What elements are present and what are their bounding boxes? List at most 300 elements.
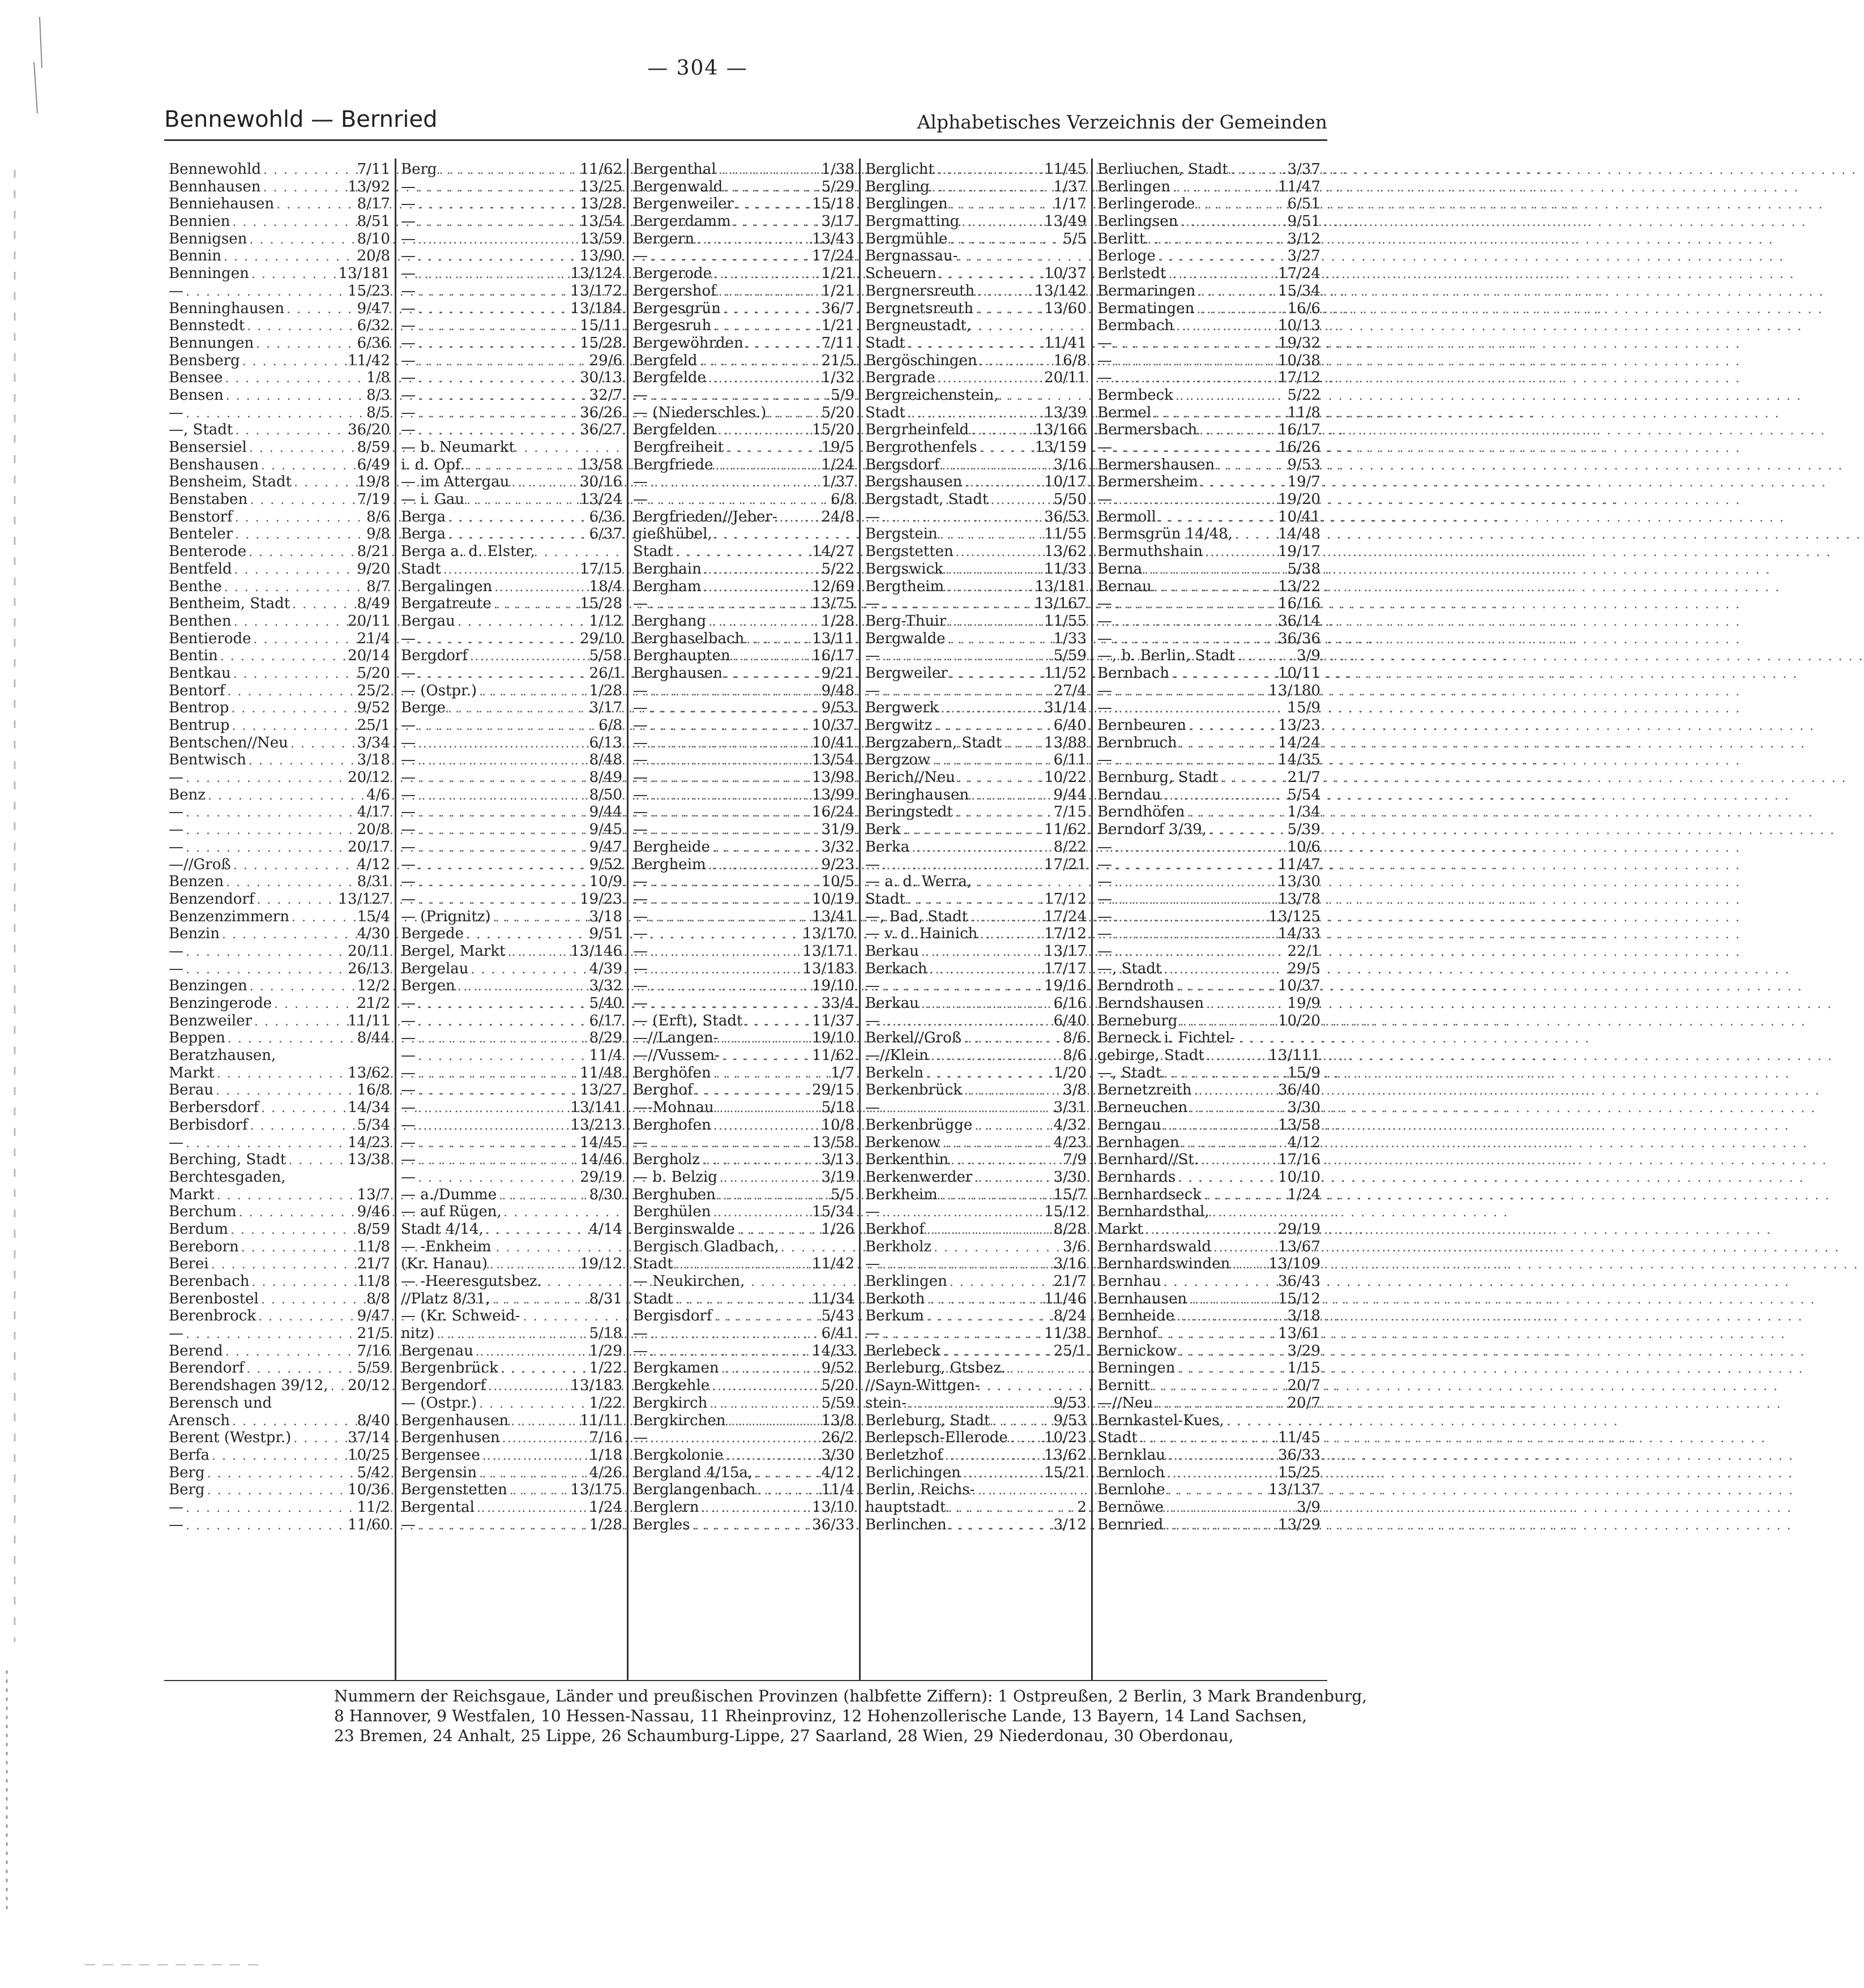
entry-code: 15/21 bbox=[1044, 1464, 1087, 1481]
entry-name: Bergerdamm bbox=[633, 213, 731, 230]
leader-dots bbox=[292, 474, 354, 492]
leader-dots bbox=[254, 336, 353, 353]
index-entry bbox=[865, 977, 1087, 995]
entry-name: Bergheide bbox=[633, 838, 711, 856]
index-entry bbox=[1097, 421, 1320, 439]
entry-name: Berensch und bbox=[169, 1394, 272, 1412]
index-entry bbox=[865, 543, 1087, 561]
entry-code: 12/69 bbox=[812, 578, 854, 595]
entry-name: — bbox=[401, 1047, 416, 1064]
entry-code: 13/60 bbox=[1044, 300, 1087, 317]
index-entry bbox=[865, 456, 1087, 474]
leader-dots bbox=[711, 1066, 827, 1083]
entry-name: Berg bbox=[169, 1464, 205, 1481]
entry-name: Berneck i. Fichtel- bbox=[1097, 1029, 1235, 1047]
entry-code: 16/24 bbox=[812, 803, 854, 821]
entry-name: Benthe bbox=[169, 578, 222, 595]
leader-dots bbox=[232, 614, 344, 631]
index-entry bbox=[865, 1064, 1087, 1082]
footnote-line: Nummern der Reichsgaue, Länder und preußischen Provinzen (halbfette Ziffern): 1 Ostpreußen, 2 Berlin, 3 Mark Brandenburg, bbox=[334, 1687, 1367, 1705]
entry-code: 7/11 bbox=[357, 161, 390, 178]
index-entry bbox=[1097, 1395, 1320, 1412]
entry-code: 11/8 bbox=[1287, 404, 1320, 421]
index-entry bbox=[633, 1029, 854, 1047]
index-entry bbox=[1097, 1117, 1320, 1134]
leader-dots bbox=[731, 214, 818, 232]
entry-code: 5/38 bbox=[1287, 560, 1320, 578]
entry-code: 17/24 bbox=[1044, 908, 1087, 925]
index-entry bbox=[401, 335, 622, 352]
entry-name: — bbox=[633, 1342, 648, 1359]
index-entry bbox=[865, 1481, 1087, 1499]
entry-name: Bermersbach bbox=[1097, 421, 1198, 439]
index-entry bbox=[401, 977, 622, 995]
leader-dots bbox=[183, 770, 344, 788]
entry-name: Bergheim bbox=[633, 856, 706, 873]
entry-code: 32/7 bbox=[589, 386, 622, 404]
leader-dots bbox=[291, 1430, 344, 1448]
leader-dots bbox=[250, 1274, 354, 1292]
entry-name: Berndroth bbox=[1097, 977, 1174, 995]
entry-name: — bbox=[633, 890, 648, 908]
entry-code: 36/14 bbox=[1278, 612, 1320, 630]
entry-name: Bernburg, Stadt bbox=[1097, 769, 1219, 786]
leader-dots bbox=[416, 196, 576, 214]
leader-dots bbox=[946, 1500, 1074, 1517]
index-entry bbox=[1097, 473, 1320, 491]
index-entry bbox=[169, 1307, 390, 1325]
leader-dots bbox=[698, 353, 818, 371]
entry-name: Berlingerode bbox=[1097, 195, 1195, 213]
entry-code: 13/146 bbox=[570, 942, 622, 960]
entry-code: 21/7 bbox=[357, 1255, 390, 1273]
entry-code: 20/12 bbox=[348, 769, 390, 786]
entry-name: — bbox=[401, 1168, 416, 1186]
leader-dots bbox=[416, 736, 586, 753]
entry-name: Berghausen bbox=[633, 664, 723, 682]
entry-name: Bergham bbox=[633, 578, 702, 595]
entry-name: Bernhau bbox=[1097, 1273, 1161, 1290]
entry-code: 11/55 bbox=[1044, 612, 1087, 630]
leader-dots bbox=[1112, 336, 1275, 353]
entry-name: Bergwalde bbox=[865, 630, 946, 647]
index-entry bbox=[169, 1169, 390, 1186]
index-entry bbox=[633, 803, 854, 821]
entry-code: 7/11 bbox=[821, 334, 854, 352]
leader-dots bbox=[742, 1014, 809, 1031]
entry-code: 6/8 bbox=[598, 717, 622, 734]
entry-code: 15/28 bbox=[580, 595, 622, 613]
entry-name: Berk bbox=[865, 821, 901, 839]
index-entry bbox=[1097, 1343, 1320, 1360]
index-entry bbox=[401, 856, 622, 874]
entry-code: 19/10 bbox=[812, 977, 854, 995]
entry-name: Berg-Thuir bbox=[865, 612, 946, 630]
leader-dots bbox=[508, 1413, 576, 1431]
entry-code: 13/41 bbox=[812, 908, 854, 925]
leader-dots bbox=[753, 1465, 818, 1483]
index-entry bbox=[865, 387, 1087, 404]
entry-code: 29/19 bbox=[580, 1168, 622, 1186]
entry-code: 13/184 bbox=[570, 300, 622, 317]
entry-name: — im Attergau bbox=[401, 473, 510, 491]
index-entry bbox=[1097, 665, 1320, 682]
leader-dots bbox=[1161, 1274, 1275, 1292]
entry-name: Bentin bbox=[169, 647, 218, 665]
index-entry bbox=[1097, 1447, 1320, 1464]
index-entry bbox=[865, 595, 1087, 613]
leader-dots bbox=[648, 753, 809, 770]
leader-dots bbox=[905, 405, 1041, 423]
index-entry bbox=[633, 647, 854, 665]
index-entry bbox=[865, 439, 1087, 456]
index-entry bbox=[633, 908, 854, 926]
leader-dots bbox=[231, 857, 354, 875]
entry-code: 16/17 bbox=[1278, 421, 1320, 439]
index-entry bbox=[865, 873, 1087, 891]
entry-code: 4/6 bbox=[366, 786, 390, 803]
entry-name: — i. Gau bbox=[401, 491, 465, 508]
leader-dots bbox=[1170, 179, 1275, 197]
entry-code: 8/24 bbox=[1053, 1307, 1087, 1325]
leader-dots bbox=[990, 1413, 1050, 1431]
entry-code: 5/59 bbox=[357, 1359, 390, 1377]
index-column bbox=[396, 159, 629, 1680]
leader-dots bbox=[1156, 249, 1284, 266]
index-entry bbox=[169, 317, 390, 335]
entry-name: Bergenhausen bbox=[401, 1412, 509, 1429]
leader-dots bbox=[1194, 301, 1284, 319]
entry-code: 1/26 bbox=[821, 1220, 854, 1238]
entry-name: Bentkau bbox=[169, 664, 231, 682]
leader-dots bbox=[648, 474, 818, 492]
leader-dots bbox=[648, 683, 818, 701]
leader-dots bbox=[880, 648, 1050, 666]
leader-dots bbox=[648, 1344, 809, 1361]
index-entry bbox=[401, 1290, 622, 1308]
entry-name: //Sayn-Wittgen- bbox=[865, 1377, 980, 1395]
entry-name: Bergholz bbox=[633, 1151, 700, 1169]
entry-code: 3/18 bbox=[357, 751, 390, 769]
entry-name: Berndshausen bbox=[1097, 995, 1204, 1012]
leader-dots bbox=[706, 614, 818, 631]
index-entry bbox=[401, 230, 622, 248]
leader-dots bbox=[947, 1517, 1050, 1535]
leader-dots bbox=[1215, 458, 1284, 475]
index-entry bbox=[169, 456, 390, 474]
index-entry bbox=[865, 491, 1087, 508]
entry-name: Bergesgrün bbox=[633, 300, 721, 317]
index-entry bbox=[865, 300, 1087, 318]
index-entry bbox=[633, 1186, 854, 1204]
entry-name: — bbox=[401, 1081, 416, 1099]
entry-name: Stadt 4/14, bbox=[401, 1220, 484, 1238]
leader-dots bbox=[1112, 631, 1275, 649]
entry-code: 13/49 bbox=[1044, 213, 1087, 230]
leader-dots bbox=[1112, 840, 1284, 857]
leader-dots bbox=[416, 1135, 576, 1153]
index-entry bbox=[865, 1134, 1087, 1152]
entry-name: — bbox=[1097, 751, 1112, 769]
entry-name: Bermbeck bbox=[1097, 386, 1173, 404]
index-entry bbox=[865, 1238, 1087, 1256]
entry-code: 17/16 bbox=[1278, 1151, 1320, 1169]
entry-code: 13/27 bbox=[580, 1081, 622, 1099]
index-entry bbox=[169, 1499, 390, 1516]
entry-name: Benzin bbox=[169, 925, 220, 943]
entry-code: 11/47 bbox=[1278, 178, 1320, 195]
entry-code: 19/20 bbox=[1278, 491, 1320, 508]
entry-name: Stadt bbox=[633, 543, 673, 561]
entry-code: 1/37 bbox=[1053, 178, 1087, 195]
index-entry bbox=[633, 387, 854, 404]
leader-dots bbox=[1203, 544, 1275, 562]
leader-dots bbox=[880, 1100, 1050, 1118]
leader-dots bbox=[648, 788, 809, 805]
entry-code: 26/13 bbox=[348, 960, 390, 977]
entry-name: Bennigsen bbox=[169, 230, 247, 247]
leader-dots bbox=[416, 422, 576, 440]
index-entry bbox=[633, 561, 854, 578]
leader-dots bbox=[416, 405, 576, 423]
entry-name: — bbox=[1097, 595, 1112, 613]
entry-code: 14/48 bbox=[1278, 525, 1320, 543]
entry-code: 10/20 bbox=[1278, 1012, 1320, 1029]
entry-code: 4/12 bbox=[1287, 1134, 1320, 1151]
entry-code: 14/35 bbox=[1278, 751, 1320, 769]
entry-name: — -Enkheim bbox=[401, 1238, 491, 1255]
index-entry bbox=[401, 1134, 622, 1152]
entry-name: — bbox=[401, 838, 416, 856]
leader-dots bbox=[702, 562, 818, 579]
entry-name: — bbox=[169, 769, 183, 786]
index-entry bbox=[401, 995, 622, 1012]
entry-name: — bbox=[401, 386, 416, 404]
leader-dots bbox=[944, 579, 1031, 597]
leader-dots bbox=[1175, 1361, 1284, 1378]
index-entry bbox=[401, 508, 622, 526]
index-entry bbox=[169, 352, 390, 370]
index-entry bbox=[1097, 213, 1320, 230]
entry-code: 10/41 bbox=[1278, 508, 1320, 525]
entry-name: Bergfelde bbox=[633, 369, 706, 387]
index-entry bbox=[401, 803, 622, 821]
entry-code: 10/8 bbox=[821, 1116, 854, 1134]
index-entry bbox=[633, 925, 854, 943]
entry-name: — bbox=[401, 1134, 416, 1151]
entry-name: — bbox=[169, 960, 183, 977]
entry-code: 11/4 bbox=[821, 1481, 854, 1499]
entry-name: Benninghausen bbox=[169, 300, 285, 317]
entry-name: Berkenbrück bbox=[865, 1081, 962, 1099]
index-entry bbox=[401, 491, 622, 508]
leader-dots bbox=[437, 162, 576, 179]
entry-code: 5/59 bbox=[821, 1394, 854, 1412]
entry-name: Benshausen bbox=[169, 456, 259, 473]
entry-code: 13/88 bbox=[1044, 734, 1087, 751]
index-entry bbox=[633, 1499, 854, 1516]
entry-code: 9/44 bbox=[589, 803, 622, 821]
index-entry bbox=[169, 1290, 390, 1308]
entry-code: 21/2 bbox=[357, 995, 390, 1012]
entry-name: Benz bbox=[169, 786, 206, 803]
leader-dots bbox=[1179, 1135, 1284, 1153]
entry-code: 5/58 bbox=[589, 647, 622, 665]
leader-dots bbox=[205, 1465, 354, 1483]
leader-dots bbox=[288, 736, 354, 753]
entry-name: Berent (Westpr.) bbox=[169, 1429, 292, 1447]
leader-dots bbox=[1112, 944, 1284, 961]
leader-dots bbox=[712, 266, 818, 284]
leader-dots bbox=[1204, 1048, 1266, 1066]
entry-name: — bbox=[401, 230, 416, 247]
leader-dots bbox=[711, 1118, 818, 1135]
entry-code: 9/47 bbox=[357, 1307, 390, 1325]
entry-name: Bergenau bbox=[401, 1342, 473, 1359]
entry-code: 4/23 bbox=[1053, 1134, 1087, 1151]
entry-name: — bbox=[633, 803, 648, 821]
entry-name: — bbox=[633, 751, 648, 769]
entry-name: Bernhardswald bbox=[1097, 1238, 1212, 1255]
entry-name: — bbox=[401, 1116, 416, 1134]
entry-code: 11/45 bbox=[1044, 161, 1087, 178]
entry-name: Bergatreute bbox=[401, 595, 491, 613]
entry-code: 13/38 bbox=[348, 1151, 390, 1169]
index-entry bbox=[1097, 977, 1320, 995]
entry-code: 8/6 bbox=[1063, 1029, 1087, 1047]
entry-name: Berei bbox=[169, 1255, 209, 1273]
leader-dots bbox=[693, 1083, 809, 1100]
entry-name: Beppen bbox=[169, 1029, 225, 1047]
index-entry bbox=[865, 265, 1087, 283]
index-entry bbox=[1097, 1481, 1320, 1499]
entry-name: — (Erft), Stadt bbox=[633, 1012, 743, 1029]
entry-code: 13/124 bbox=[570, 265, 622, 283]
leader-dots bbox=[719, 1031, 809, 1048]
index-entry bbox=[1097, 908, 1320, 926]
entry-name: Benzingen bbox=[169, 977, 247, 995]
leader-dots bbox=[206, 788, 363, 805]
entry-name: Berkeln bbox=[865, 1064, 924, 1081]
entry-name: —, Stadt bbox=[1097, 1064, 1162, 1081]
entry-code: 13/183 bbox=[570, 1377, 622, 1395]
entry-name: Bensee bbox=[169, 369, 223, 387]
entry-code: 1/22 bbox=[589, 1394, 622, 1412]
index-entry bbox=[401, 352, 622, 370]
index-entry bbox=[1097, 1499, 1320, 1516]
leader-dots bbox=[1178, 1014, 1275, 1031]
leader-dots bbox=[1112, 874, 1275, 892]
entry-name: Berg bbox=[401, 161, 437, 178]
header-rule bbox=[164, 139, 1327, 141]
index-entry bbox=[865, 1151, 1087, 1169]
entry-name: — bbox=[1097, 925, 1112, 943]
leader-dots bbox=[1186, 718, 1275, 736]
index-entry bbox=[1097, 1464, 1320, 1482]
entry-code: 15/18 bbox=[812, 195, 854, 213]
leader-dots bbox=[1207, 822, 1284, 840]
index-entry bbox=[169, 856, 390, 874]
entry-code: 8/28 bbox=[1053, 1220, 1087, 1238]
index-entry bbox=[169, 491, 390, 508]
index-entry bbox=[1097, 178, 1320, 196]
entry-code: 7/19 bbox=[357, 491, 390, 508]
index-entry bbox=[169, 1359, 390, 1377]
entry-code: 6/49 bbox=[357, 456, 390, 473]
entry-name: — (Prignitz) bbox=[401, 908, 491, 925]
entry-code: 1/21 bbox=[821, 282, 854, 300]
index-entry bbox=[865, 1117, 1087, 1134]
entry-name: Berglangenbach bbox=[633, 1481, 756, 1499]
entry-name: Benstorf bbox=[169, 508, 233, 525]
entry-code: 8/8 bbox=[366, 1290, 390, 1307]
index-entry bbox=[401, 960, 622, 978]
index-entry bbox=[169, 195, 390, 213]
index-entry bbox=[633, 1377, 854, 1395]
entry-code: 9/44 bbox=[1053, 786, 1087, 803]
entry-code: 9/20 bbox=[357, 560, 390, 578]
entry-code: 5/50 bbox=[1053, 491, 1087, 508]
leader-dots bbox=[977, 353, 1050, 371]
index-entry bbox=[865, 404, 1087, 422]
entry-code: 5/18 bbox=[821, 1099, 854, 1117]
index-entry bbox=[865, 1012, 1087, 1030]
entry-code: 1/34 bbox=[1287, 803, 1320, 821]
index-entry bbox=[169, 665, 390, 682]
entry-code: 10/10 bbox=[1278, 1168, 1320, 1186]
entry-code: 5/9 bbox=[831, 386, 854, 404]
index-entry bbox=[1097, 352, 1320, 370]
entry-name: Benzweiler bbox=[169, 1012, 253, 1029]
entry-name: — Neukirchen, bbox=[633, 1273, 745, 1290]
entry-code: 15/12 bbox=[1278, 1290, 1320, 1307]
entry-code: 1/20 bbox=[1053, 1064, 1087, 1081]
index-entry bbox=[1097, 161, 1320, 178]
entry-name: Berloge bbox=[1097, 247, 1156, 265]
entry-name: — bbox=[633, 925, 648, 943]
entry-code: 22/1 bbox=[1287, 942, 1320, 960]
index-entry bbox=[633, 856, 854, 874]
index-entry bbox=[1097, 1325, 1320, 1343]
index-entry bbox=[401, 925, 622, 943]
entry-code: 3/9 bbox=[1297, 1498, 1320, 1516]
entry-name: Berlebeck bbox=[865, 1342, 940, 1359]
leader-dots bbox=[416, 284, 567, 301]
entry-code: 14/23 bbox=[348, 1134, 390, 1151]
entry-name: Bergstein bbox=[865, 525, 938, 543]
entry-name: Stadt bbox=[401, 560, 441, 578]
entry-code: 8/21 bbox=[357, 543, 390, 561]
entry-name: —//Vussem- bbox=[633, 1047, 720, 1064]
entry-name: Bernhard//St. bbox=[1097, 1151, 1199, 1169]
leader-dots bbox=[247, 978, 354, 996]
entry-name: Bergstadt, Stadt bbox=[865, 491, 989, 508]
index-entry bbox=[633, 283, 854, 300]
entry-code: 13/67 bbox=[1278, 1238, 1320, 1255]
index-entry bbox=[401, 578, 622, 596]
entry-code: 13/54 bbox=[812, 751, 854, 769]
entry-name: Berkhof bbox=[865, 1220, 925, 1238]
leader-dots bbox=[224, 874, 354, 892]
entry-code: 5/39 bbox=[1287, 821, 1320, 839]
index-entry bbox=[169, 1203, 390, 1221]
index-entry bbox=[865, 195, 1087, 213]
entry-name: — bbox=[401, 195, 416, 213]
entry-name: — bbox=[401, 821, 416, 839]
entry-name: — bbox=[633, 247, 648, 265]
leader-dots bbox=[464, 492, 576, 510]
entry-code: 7/16 bbox=[357, 1342, 390, 1359]
